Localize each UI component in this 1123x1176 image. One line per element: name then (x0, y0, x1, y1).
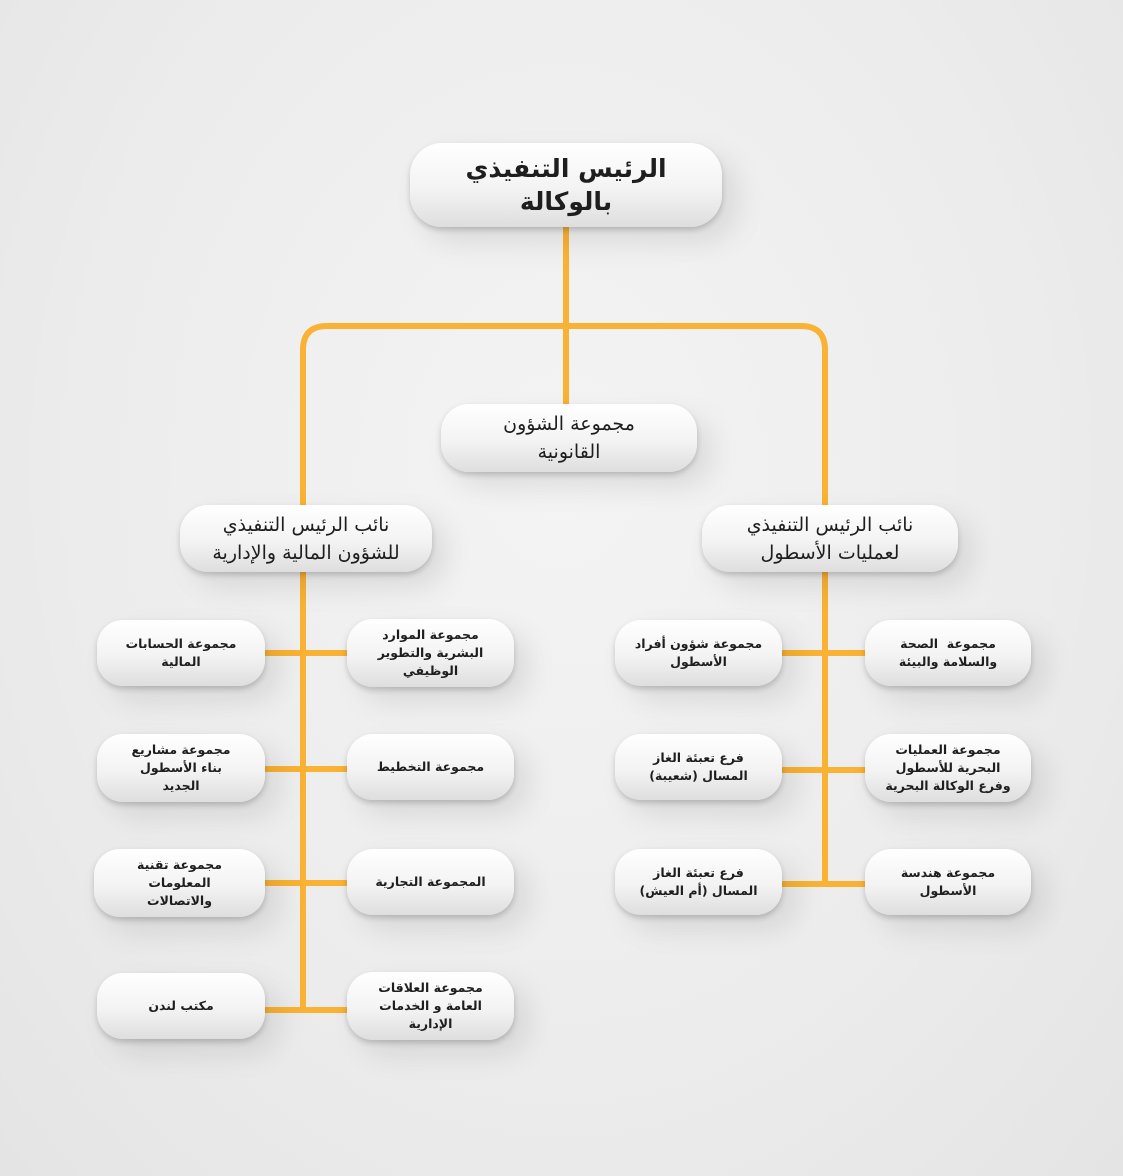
public-relations-box (347, 972, 514, 1040)
fleet-personnel-box (615, 620, 782, 686)
hse-box (865, 620, 1031, 686)
legal-line-1: مجموعة الشؤون (503, 413, 635, 435)
fleet-projects-line-3: الجديد (162, 778, 200, 793)
vp-admin-line-2: للشؤون المالية والإدارية (212, 541, 400, 564)
vp-fleet-operations-box (702, 505, 958, 572)
lng-shuaiba-box (615, 734, 782, 800)
umm-alaish-line-1: فرع تعبئة الغاز (653, 865, 744, 880)
engineering-line-1: مجموعة هندسة (900, 865, 996, 880)
ceo-box (410, 143, 722, 227)
hse-line-1: مجموعة الصحة (900, 636, 996, 651)
hse-line-2: والسلامة والبيئة (898, 654, 998, 669)
marine-ops-line-2: البحرية للأسطول (895, 760, 1001, 775)
it-line-3: والاتصالات (147, 893, 212, 908)
london-office-box (97, 973, 265, 1039)
vp-fleet-line-1: نائب الرئيس التنفيذي (746, 513, 914, 536)
vp-admin-line-1: نائب الرئيس التنفيذي (222, 513, 390, 536)
vp-fleet-line-2: لعمليات الأسطول (760, 541, 900, 564)
ceo-title: الرئيس التنفيذي (465, 154, 667, 183)
ceo-subtitle: بالوكالة (519, 187, 613, 216)
vp-finance-admin-box (180, 505, 432, 572)
it-line-1: مجموعة تقنية (137, 857, 222, 872)
commercial-line-1: المجموعة التجارية (375, 874, 486, 889)
london-line-1: مكتب لندن (148, 998, 214, 1013)
planning-line-1: مجموعة التخطيط (376, 759, 485, 774)
hr-development-box (347, 619, 514, 687)
marine-ops-line-1: مجموعة العمليات (895, 742, 1001, 757)
legal-line-2: القانونية (537, 441, 601, 463)
pr-line-1: مجموعة العلاقات (378, 980, 483, 995)
personnel-line-2: الأسطول (670, 654, 727, 669)
hr-line-1: مجموعة الموارد (382, 627, 479, 642)
financial-accounts-box (97, 620, 265, 686)
marine-operations-box (865, 734, 1031, 802)
hr-line-3: الوظيفي (402, 663, 459, 678)
fleet-projects-line-2: بناء الأسطول (140, 760, 222, 775)
hr-line-2: البشرية والتطوير (377, 645, 484, 660)
personnel-line-1: مجموعة شؤون أفراد (634, 636, 763, 651)
planning-box (347, 734, 514, 800)
shuaiba-line-1: فرع تعبئة الغاز (653, 750, 744, 765)
it-communications-box (94, 849, 265, 917)
marine-ops-line-3: وفرع الوكالة البحرية (885, 778, 1011, 793)
finance-line-2: المالية (161, 654, 201, 669)
fleet-projects-line-1: مجموعة مشاريع (131, 742, 231, 757)
pr-line-2: العامة و الخدمات (379, 998, 482, 1013)
commercial-box (347, 849, 514, 915)
finance-line-1: مجموعة الحسابات (125, 636, 237, 651)
pr-line-3: الإدارية (408, 1016, 453, 1031)
engineering-line-2: الأسطول (919, 883, 977, 898)
legal-affairs-box (441, 404, 697, 472)
it-line-2: المعلومات (148, 875, 211, 890)
lng-umm-alaish-box (615, 849, 782, 915)
new-fleet-projects-box (97, 734, 265, 802)
fleet-engineering-box (865, 849, 1031, 915)
umm-alaish-line-2: المسال (أم العيش) (639, 883, 758, 898)
shuaiba-line-2: المسال (شعيبة) (649, 768, 748, 783)
